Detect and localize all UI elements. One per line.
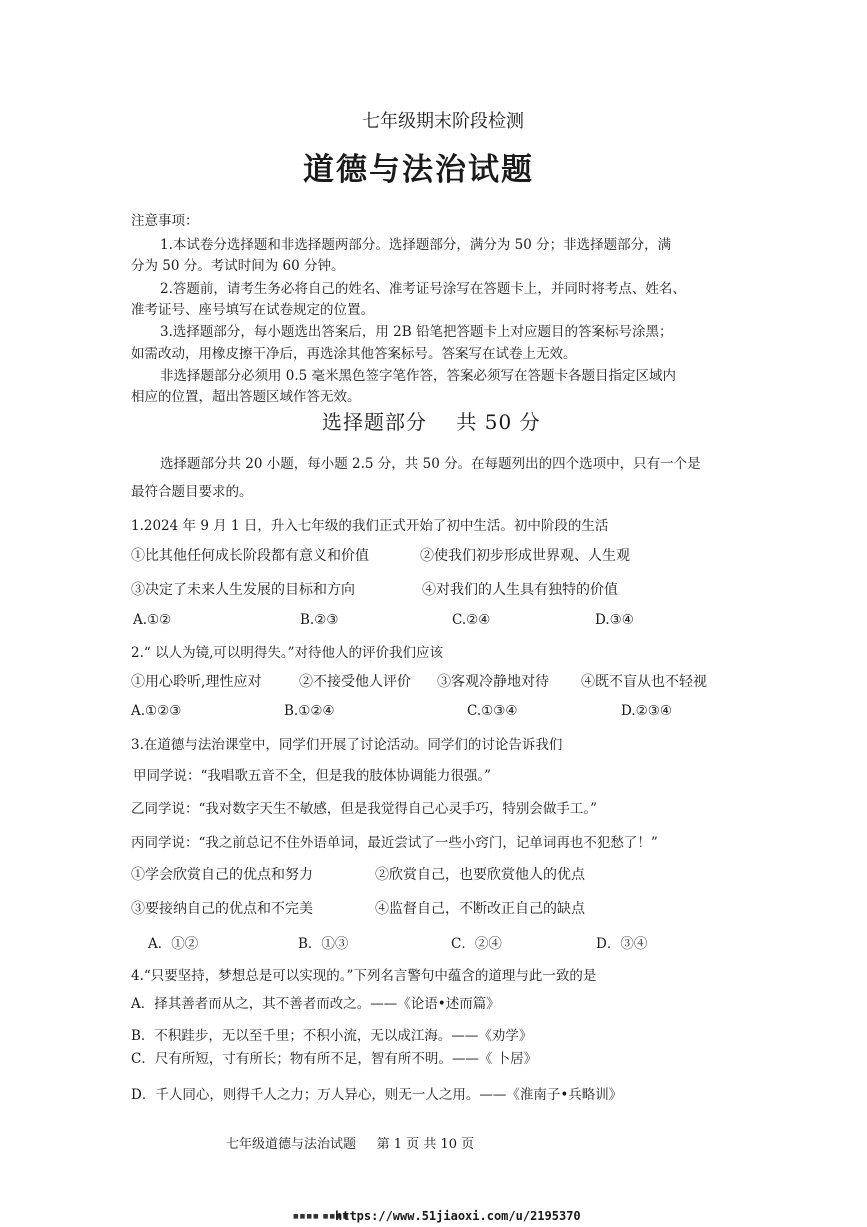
option-b: B．①③ bbox=[298, 936, 349, 952]
statement: ③要接纳自己的优点和不完美 bbox=[131, 901, 313, 917]
option-a: A.①② bbox=[133, 612, 172, 628]
statement: ③客观冷静地对待 bbox=[437, 674, 549, 690]
notice-line: 相应的位置，超出答题区域作答无效。 bbox=[131, 389, 361, 405]
option-c: C．②④ bbox=[451, 936, 502, 952]
option-c: C．尺有所短，寸有所长；物有所不足，智有所不明。——《 卜居》 bbox=[131, 1051, 538, 1067]
statement: ②欣赏自己，也要欣赏他人的优点 bbox=[375, 867, 585, 883]
question-stem: 1.2024 年 9 月 1 日，升入七年级的我们正式开始了初中生活。初中阶段的生活 bbox=[131, 518, 609, 534]
option-a: A．择其善者而从之，其不善者而改之。——《论语•述而篇》 bbox=[131, 996, 500, 1012]
statement: ①比其他任何成长阶段都有意义和价值 bbox=[131, 548, 369, 564]
notice-line: 3.选择题部分，每小题选出答案后，用 2B 铅笔把答题卡上对应题目的答案标号涂黑； bbox=[160, 324, 673, 340]
statement: ③决定了未来人生发展的目标和方向 bbox=[131, 582, 355, 598]
statement: ①学会欣赏自己的优点和努力 bbox=[131, 867, 313, 883]
source-url[interactable]: https://www.51jiaoxi.com/u/2195370 bbox=[335, 1209, 581, 1223]
question-stem: 3.在道德与法治课堂中，同学们开展了讨论活动。同学们的讨论告诉我们 bbox=[131, 737, 563, 753]
notice-line: 准考证号、座号填写在试卷规定的位置。 bbox=[131, 302, 374, 318]
option-d: D．千人同心，则得千人之力；万人异心，则无一人之用。——《淮南子•兵略训》 bbox=[131, 1087, 623, 1103]
notice-heading: 注意事项： bbox=[131, 213, 199, 229]
student-quote: 乙同学说：“我对数字天生不敏感，但是我觉得自己心灵手巧，特别会做手工。” bbox=[131, 801, 598, 817]
section-intro: 选择题部分共 20 小题，每小题 2.5 分，共 50 分。在每题列出的四个选项中，只有一个是 bbox=[160, 456, 701, 472]
option-d: D．③④ bbox=[596, 936, 648, 952]
question-stem: 4.“只要坚持，梦想总是可以实现的。”下列名言警句中蕴含的道理与此一致的是 bbox=[131, 968, 597, 984]
statement: ④既不盲从也不轻视 bbox=[581, 674, 707, 690]
option-b: B．不积跬步，无以至千里；不积小流，无以成江海。——《劝学》 bbox=[131, 1028, 533, 1044]
section-title: 选择题部分 共 50 分 bbox=[322, 410, 541, 434]
notice-line: 1.本试卷分选择题和非选择题两部分。选择题部分，满分为 50 分；非选择题部分，满 bbox=[160, 237, 672, 253]
notice-line: 分为 50 分。考试时间为 60 分钟。 bbox=[131, 258, 345, 274]
option-c: C.①③④ bbox=[467, 703, 518, 719]
option-a: A．①② bbox=[148, 936, 199, 952]
notice-line: 非选择题部分必须用 0.5 毫米黑色签字笔作答，答案必须写在答题卡各题目指定区域内 bbox=[160, 368, 677, 384]
option-c: C.②④ bbox=[452, 612, 491, 628]
statement: ②不接受他人评价 bbox=[299, 674, 411, 690]
option-d: D.②③④ bbox=[621, 703, 672, 719]
watermark-mark: ■■■■ ■■■■ bbox=[293, 1213, 350, 1220]
statement: ④对我们的人生具有独特的价值 bbox=[422, 582, 618, 598]
notice-line: 2.答题前，请考生务必将自己的姓名、准考证号涂写在答题卡上，并同时将考点、姓名、 bbox=[160, 281, 686, 297]
exam-title: 道德与法治试题 bbox=[303, 152, 534, 188]
statement: ①用心聆听,理性应对 bbox=[131, 674, 262, 690]
notice-line: 如需改动，用橡皮擦干净后，再选涂其他答案标号。答案写在试卷上无效。 bbox=[131, 346, 577, 362]
option-b: B.①②④ bbox=[284, 703, 335, 719]
option-b: B.②③ bbox=[300, 612, 339, 628]
statement: ②使我们初步形成世界观、人生观 bbox=[420, 548, 630, 564]
student-quote: 甲同学说：“我唱歌五音不全，但是我的肢体协调能力很强。” bbox=[133, 768, 492, 784]
section-intro: 最符合题目要求的。 bbox=[131, 484, 253, 500]
option-d: D.③④ bbox=[595, 612, 634, 628]
option-a: A.①②③ bbox=[131, 703, 182, 719]
exam-subtitle: 七年级期末阶段检测 bbox=[362, 111, 524, 132]
question-stem: 2.“ 以人为镜,可以明得失。”对待他人的评价我们应该 bbox=[131, 645, 444, 661]
page-footer: 七年级道德与法治试题 第 1 页 共 10 页 bbox=[226, 1137, 475, 1152]
student-quote: 丙同学说：“我之前总记不住外语单词，最近尝试了一些小窍门，记单词再也不犯愁了！” bbox=[131, 835, 658, 851]
statement: ④监督自己，不断改正自己的缺点 bbox=[375, 901, 585, 917]
